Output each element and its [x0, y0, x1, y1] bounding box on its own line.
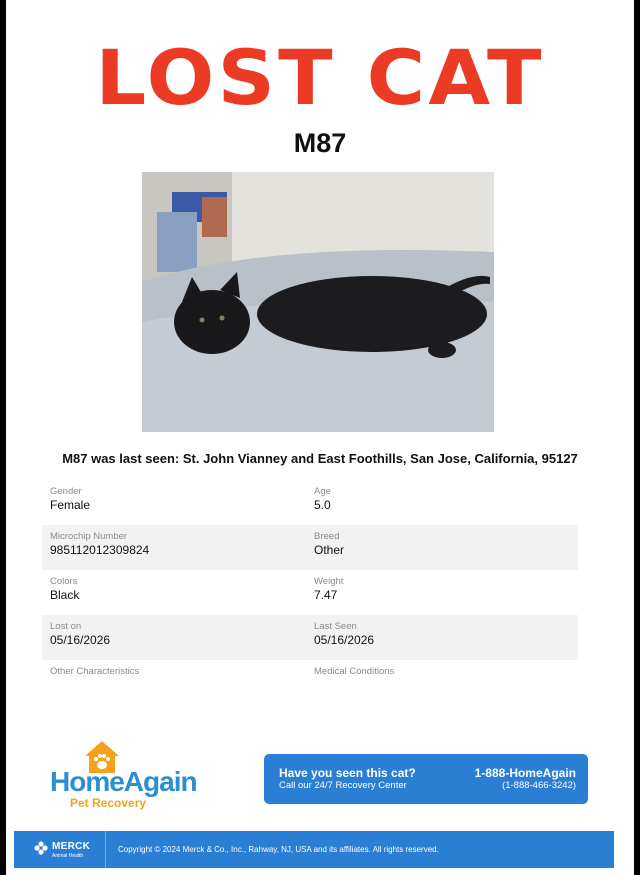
poster-title: LOST CAT: [95, 33, 545, 122]
details-row: [42, 525, 578, 570]
breed-label: Breed: [314, 531, 340, 542]
cat-photo: [142, 172, 494, 432]
footer-bar: [14, 831, 614, 868]
details-table: [42, 480, 578, 705]
logo-wordmark: [50, 766, 197, 798]
breed-value: Other: [314, 543, 345, 557]
last-seen-cell: [314, 621, 578, 660]
age-value: 5.0: [314, 498, 331, 512]
age-label: Age: [314, 486, 331, 497]
merck-subtitle: Animal Health: [52, 853, 84, 859]
lost-on-value: 05/16/2026: [50, 633, 111, 647]
lost-on-label: Lost on: [50, 621, 82, 632]
microchip-label: Microchip Number: [50, 531, 128, 542]
lost-on-cell: [42, 621, 314, 660]
details-row: [42, 615, 578, 660]
colors-cell: [42, 576, 314, 615]
age-cell: [314, 486, 578, 525]
callout-question: Have you seen this cat?: [279, 766, 416, 780]
details-row: [42, 480, 578, 525]
medical-conditions-label: Medical Conditions: [314, 666, 395, 677]
merck-logo: [14, 831, 106, 868]
other-cell: [42, 666, 314, 705]
gender-label: Gender: [50, 486, 82, 497]
weight-label: Weight: [314, 576, 344, 587]
gender-value: Female: [50, 498, 91, 512]
details-row: [42, 570, 578, 615]
homeagain-logo: [50, 740, 210, 815]
merck-mark-icon: [34, 841, 48, 855]
logo-home-text: Home: [50, 766, 124, 797]
microchip-cell: [42, 531, 314, 570]
callout-subtitle: Call our 24/7 Recovery Center: [279, 780, 407, 791]
recovery-callout: [264, 754, 588, 804]
breed-cell: [314, 531, 578, 570]
weight-cell: [314, 576, 578, 615]
microchip-value: 985112012309824: [50, 543, 150, 557]
logo-again-text: Again: [123, 766, 197, 797]
copyright-text: Copyright © 2024 Merck & Co., Inc., Rahway, NJ, USA and its affiliates. All rights reserved.: [118, 845, 439, 854]
callout-phone-number: (1-888-466-3242): [502, 780, 576, 791]
last-seen-value: 05/16/2026: [314, 633, 375, 647]
last-seen-label: Last Seen: [314, 621, 357, 632]
colors-value: Black: [50, 588, 80, 602]
pet-name: M87: [293, 128, 347, 158]
other-characteristics-label: Other Characteristics: [50, 666, 140, 677]
colors-label: Colors: [50, 576, 78, 587]
medical-cell: [314, 666, 578, 705]
last-seen-location: M87 was last seen: St. John Vianney and East Foothills, San Jose, California, 95127: [62, 451, 578, 466]
poster-sheet: [6, 0, 634, 875]
weight-value: 7.47: [314, 588, 338, 602]
callout-phone: 1-888-HomeAgain: [474, 766, 576, 780]
logo-subtitle: Pet Recovery: [70, 796, 147, 810]
merck-name: MERCK: [52, 841, 91, 852]
details-row: [42, 660, 578, 705]
gender-cell: [42, 486, 314, 525]
